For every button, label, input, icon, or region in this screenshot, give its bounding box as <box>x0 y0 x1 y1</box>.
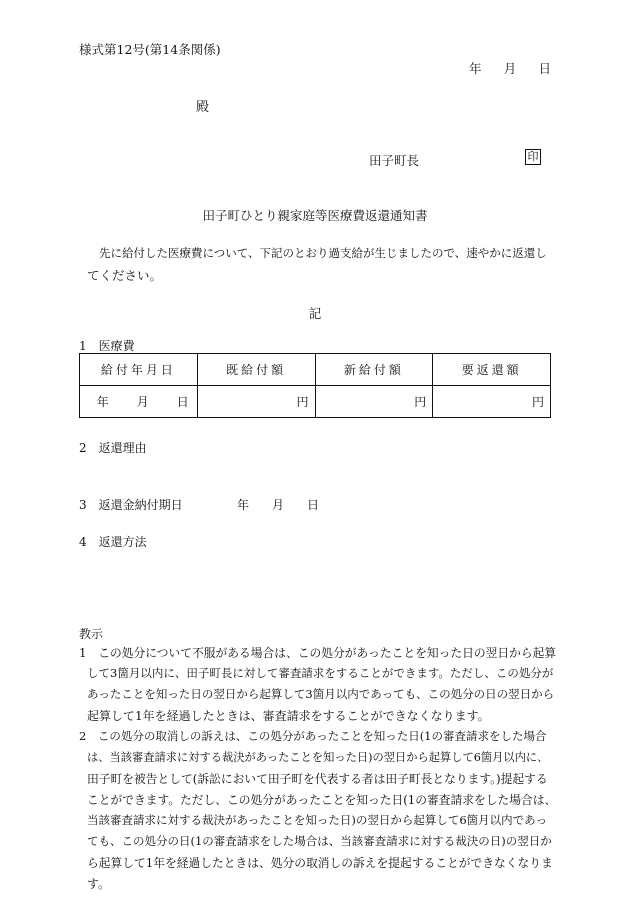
kyoji-line: ら起算して1年を経過したときは、処分の取消しの訴えを提起することができなくなりま <box>87 856 553 870</box>
intro-line-2: てください。 <box>87 268 163 283</box>
kyoji-line: 起算して1年を経過したときは、審査請求をすることができなくなります。 <box>87 709 490 723</box>
due-month: 月 <box>271 498 284 512</box>
cell-year: 年 <box>96 395 109 409</box>
date-year: 年 <box>469 61 482 76</box>
kyoji-line: あったことを知った日の翌日から起算して3箇月以内であっても、この処分の日の翌日から <box>87 687 555 701</box>
section-1-label: 1 医療費 <box>79 339 135 353</box>
addressee-suffix: 殿 <box>196 100 210 115</box>
ki-heading: 記 <box>308 306 322 321</box>
cell-day: 日 <box>176 395 189 409</box>
existing-amount-cell: 円 <box>197 386 315 418</box>
column-header: 給付年月日 <box>80 354 198 386</box>
section-3-label: 3 返還金納付期日 <box>79 498 183 512</box>
column-header: 新給付額 <box>315 354 433 386</box>
date-month: 月 <box>503 61 517 76</box>
payment-date-cell <box>80 386 198 418</box>
table-header-row <box>80 354 551 386</box>
kyoji-line: 田子町を被告として(訴訟において田子町を代表する者は田子町長となります。)提起する <box>87 772 548 786</box>
date-day: 日 <box>538 61 551 76</box>
kyoji-line: 1 この処分について不服がある場合は、この処分があったことを知った日の翌日から起算 <box>79 646 557 660</box>
kyoji-line: 当該審査請求に対する裁決があったことを知った日)の翌日から起算して6箇月以内であっ <box>87 813 548 827</box>
kyoji-line: は、当該審査請求に対する裁決があったことを知った日)の翌日から起算して6箇月以内に、 <box>87 751 549 764</box>
due-day: 日 <box>306 498 319 512</box>
new-amount-cell: 円 <box>315 386 433 418</box>
kyoji-line: ても、この処分の日(1の審査請求をした場合は、当該審査請求に対する裁決の日)の翌日か <box>87 834 552 848</box>
column-header: 既給付額 <box>197 354 315 386</box>
kyoji-title: 教示 <box>79 627 104 641</box>
intro-line-1: 先に給付した医療費について、下記のとおり過支給が生じましたので、速やかに返還し <box>99 246 547 260</box>
medical-expense-table <box>79 353 551 418</box>
column-header: 要返還額 <box>433 354 551 386</box>
form-number: 様式第12号(第14条関係) <box>79 42 221 57</box>
refund-amount-cell: 円 <box>433 386 551 418</box>
due-year: 年 <box>237 498 250 512</box>
issuer-name: 田子町長 <box>369 153 420 168</box>
due-date <box>237 496 319 513</box>
issue-date <box>469 59 551 77</box>
document-title: 田子町ひとり親家庭等医療費返還通知書 <box>202 208 428 223</box>
kyoji-line: して3箇月以内に、田子町長に対して審査請求をすることができます。ただし、この処分が <box>87 666 554 680</box>
section-2-label: 2 返還理由 <box>79 441 147 455</box>
kyoji-line: す。 <box>87 877 111 891</box>
kyoji-line: 2 この処分の取消しの訴えは、この処分があったことを知った日(1の審査請求をした場合 <box>79 729 547 743</box>
cell-month: 月 <box>136 395 149 409</box>
seal-mark: 印 <box>525 149 541 165</box>
kyoji-line: ことができます。ただし、この処分があったことを知った日(1の審査請求をした場合は、 <box>87 793 557 807</box>
table-row <box>80 386 551 418</box>
section-4-label: 4 返還方法 <box>79 535 147 549</box>
